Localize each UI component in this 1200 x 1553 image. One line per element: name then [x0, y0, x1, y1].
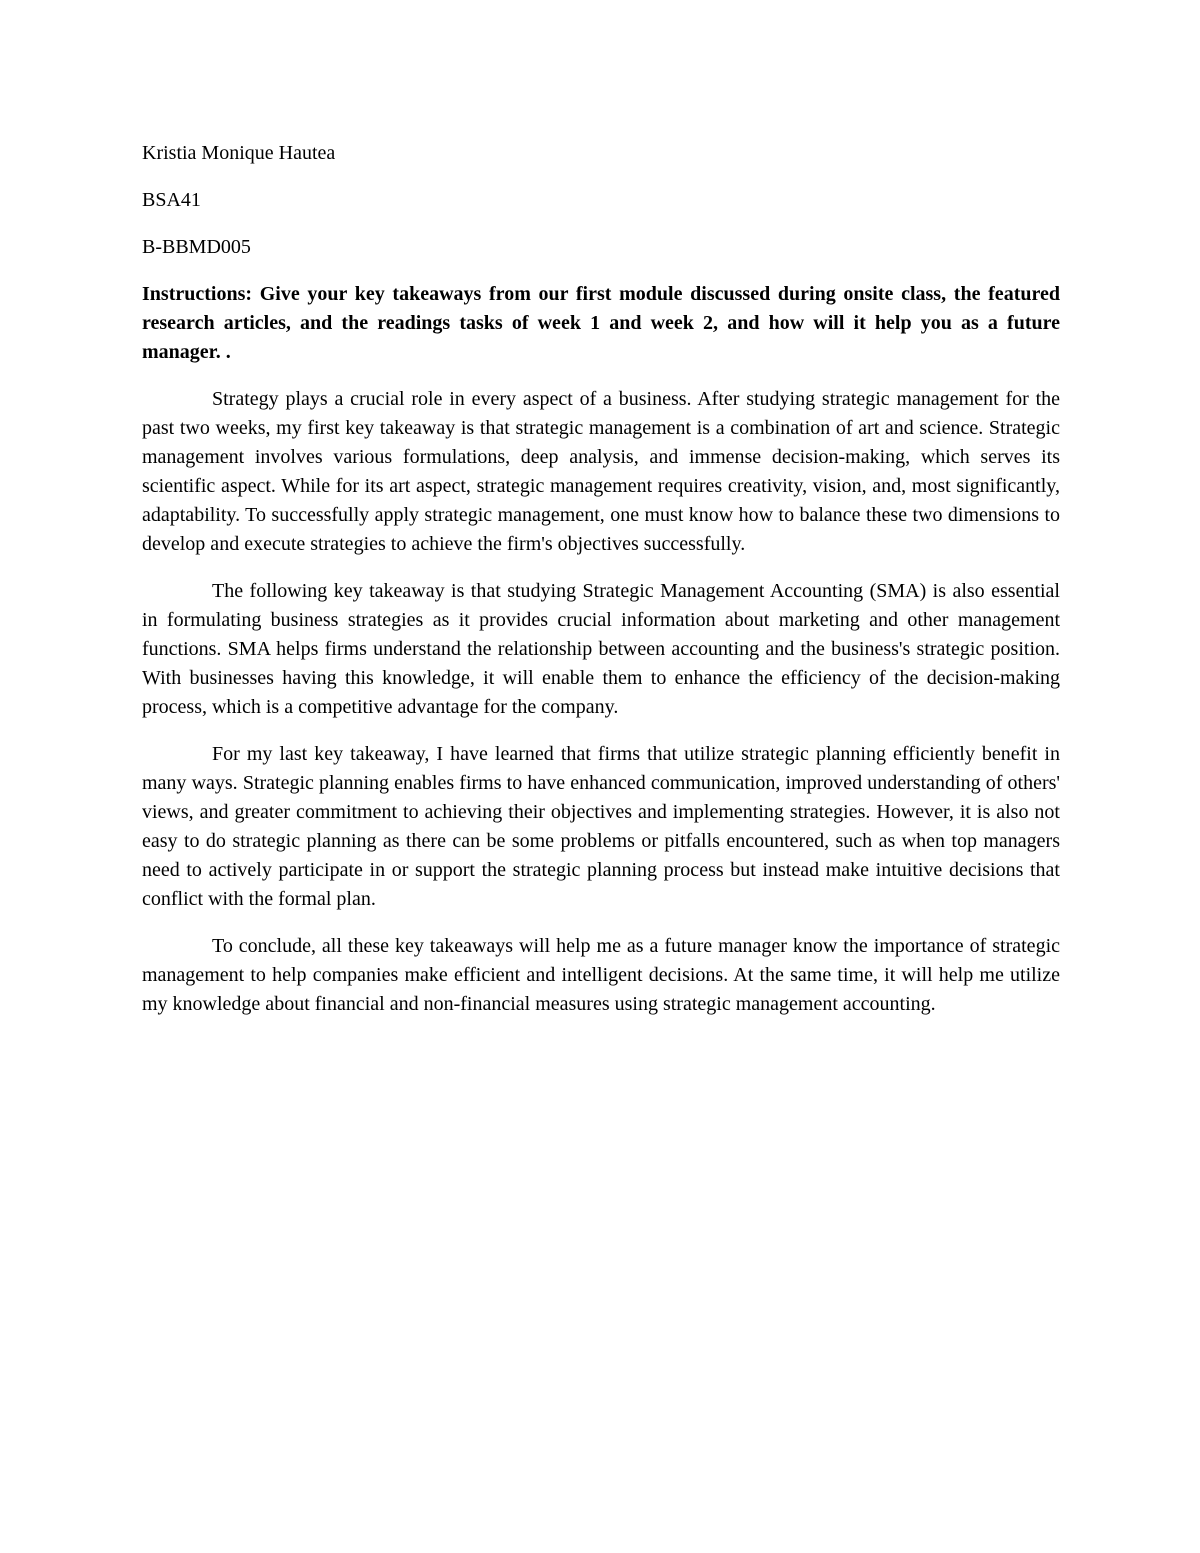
course-code: B-BBMD005	[142, 236, 251, 258]
document-content	[142, 139, 1060, 1037]
paragraph-art-and-science: Strategy plays a crucial role in every aspect of a business. After studying strategic management for the past two weeks, my first key takeaway is that strategic management is a combination of art and science. Strategic management involves various formulations, deep analysis, and immense decision-making, which serves its scientific aspect. While for its art aspect, strategic management requires creativity, vision, and, most significantly, adaptability. To successfully apply strategic management, one must know how to balance these two dimensions to develop and execute strategies to achieve the firm's objectives successfully.	[142, 388, 1060, 555]
paragraph-sma: The following key takeaway is that studying Strategic Management Accounting (SMA) is also essential in formulating business strategies as it provides crucial information about marketing and other management functions. SMA helps firms understand the relationship between accounting and the business's strategic position. With businesses having this knowledge, it will enable them to enhance the efficiency of the decision-making process, which is a competitive advantage for the company.	[142, 580, 1060, 718]
paragraph-conclusion: To conclude, all these key takeaways will help me as a future manager know the importance of strategic management to help companies make efficient and intelligent decisions. At the same time, it will help me utilize my knowledge about financial and non-financial measures using strategic management accounting.	[142, 935, 1060, 1015]
instructions-text: Instructions: Give your key takeaways from our first module discussed during onsite class, the featured research articles, and the readings tasks of week 1 and week 2, and how will it help you as a future manager. .	[142, 283, 1060, 363]
paragraph-strategic-planning: For my last key takeaway, I have learned that firms that utilize strategic planning efficiently benefit in many ways. Strategic planning enables firms to have enhanced communication, improved understanding of others' views, and greater commitment to achieving their objectives and implementing strategies. However, it is also not easy to do strategic planning as there can be some problems or pitfalls encountered, such as when top managers need to actively participate in or support the strategic planning process but instead make intuitive decisions that conflict with the formal plan.	[142, 743, 1060, 910]
section-label: BSA41	[142, 189, 201, 211]
author-name: Kristia Monique Hautea	[142, 142, 336, 164]
